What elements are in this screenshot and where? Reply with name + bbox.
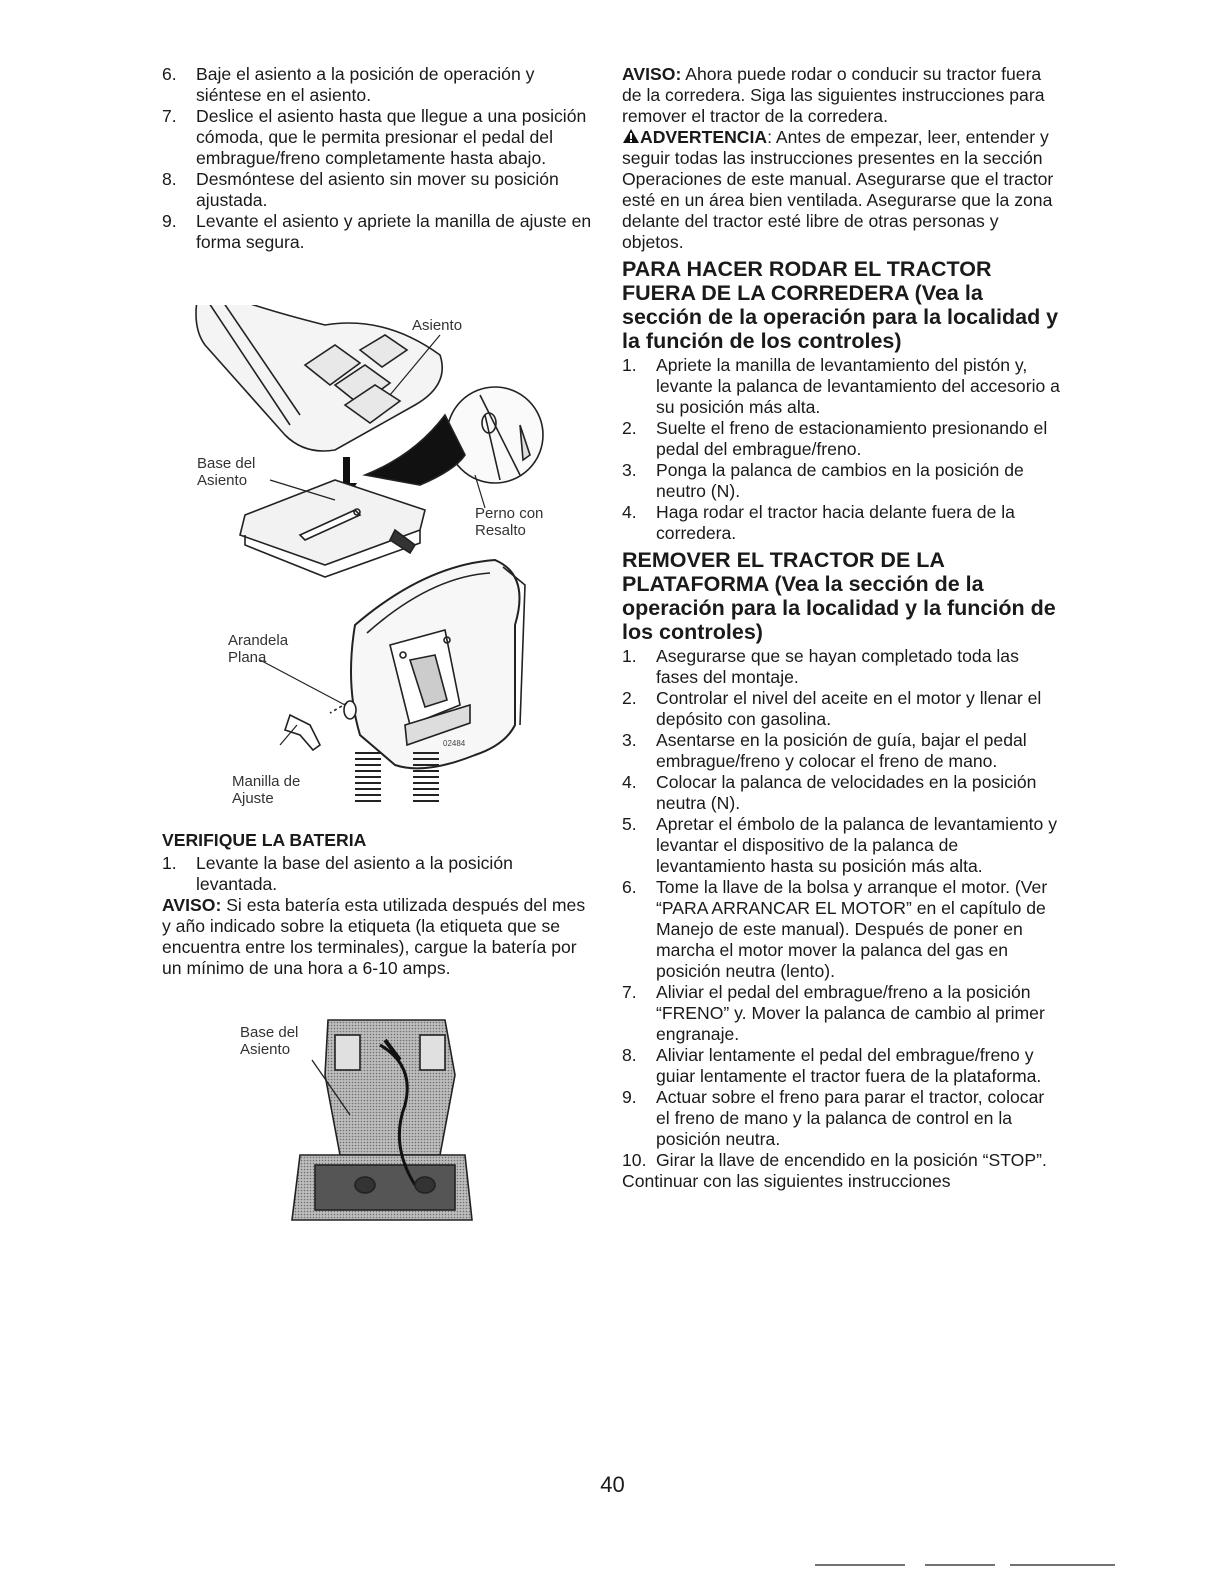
advertencia-paragraph: ADVERTENCIA: Antes de empezar, leer, entender y seguir todas las instrucciones presentes en la sección Operaciones de este manual. Asegurarse que el tractor esté en un área bien ventilada. Asegurarse que la zona delante del tractor esté libre de otras personas y objetos. (622, 127, 1054, 252)
label-perno-con-resalto: Perno con Resalto (475, 505, 544, 539)
battery-figure (240, 1015, 480, 1230)
list-item: 1. Apriete la manilla de levantamiento del pistón y, levante la palanca de levantamiento del accesorio a su posición más alta. (622, 355, 1060, 417)
aviso-paragraph: AVISO: Ahora puede rodar o conducir su tractor fuera de la corredera. Siga las siguientes instrucciones para remover el tractor de la corredera. (622, 64, 1045, 126)
page-number: 40 (600, 1472, 625, 1497)
list-item: 6. Tome la llave de la bolsa y arranque el motor. (Ver “PARA ARRANCAR EL MOTOR” en el capítulo de Manejo de este manual). Después de poner en marcha el motor mover la palanca del gas en posición neutra (lento). (622, 877, 1048, 981)
list-item: 1. Levante la base del asiento a la posición levantada. (162, 853, 513, 894)
continue-text: Continuar con las siguientes instrucciones (622, 1171, 951, 1191)
list-item: 6. Baje el asiento a la posición de operación y siéntese en el asiento. (162, 64, 535, 105)
list-item: 4. Haga rodar el tractor hacia delante fuera de la corredera. (622, 502, 1015, 543)
left-column (162, 64, 592, 253)
battery-aviso: AVISO: Si esta batería esta utilizada después del mes y año indicado sobre la etiqueta (la etiqueta que se encuentra entre los terminales), cargue la batería por un mínimo de una hora a 6-10 amps. (162, 895, 586, 978)
figure-code: 02484 (443, 739, 466, 748)
list-item: 7. Deslice el asiento hasta que llegue a una posición cómoda, que le permita presionar el pedal del embrague/freno completamente hasta abajo. (162, 106, 587, 168)
seat-assembly-figure (185, 305, 585, 815)
list-item: 5. Apretar el émbolo de la palanca de levantamiento y levantar el dispositivo de la palanca de levantamiento hasta su posición más alta. (622, 814, 1057, 876)
label-base-del-asiento: Base del Asiento (197, 455, 256, 489)
list-item: 3. Asentarse en la posición de guía, bajar el pedal embrague/freno y colocar el freno de mano. (622, 730, 1027, 771)
label-base-del-asiento-2: Base del Asiento (240, 1024, 299, 1058)
list-item: 1. Asegurarse que se hayan completado toda las fases del montaje. (622, 646, 1019, 687)
list-item: 7. Aliviar el pedal del embrague/freno a la posición “FRENO” y. Mover la palanca de cambio al primer engranaje. (622, 982, 1045, 1044)
footer-rule (815, 1562, 1115, 1568)
list-item: 8. Desmóntese del asiento sin mover su posición ajustada. (162, 169, 559, 210)
list-item: 2. Controlar el nivel del aceite en el motor y llenar el depósito con gasolina. (622, 688, 1042, 729)
rodar-steps (622, 355, 1062, 544)
seat-assembly-illustration (185, 305, 585, 815)
battery-section (162, 830, 592, 979)
label-asiento: Asiento (412, 317, 463, 334)
list-item: 3. Ponga la palanca de cambios en la posición de neutro (N). (622, 460, 1024, 501)
label-manilla-de-ajuste: Manilla de Ajuste (232, 773, 301, 807)
list-item: 9. Actuar sobre el freno para parar el tractor, colocar el freno de mano y la palanca de control en la posición neutra. (622, 1087, 1045, 1149)
label-arandela-plana: Arandela Plana (228, 632, 289, 666)
section-heading-remover: REMOVER EL TRACTOR DE LA PLATAFORMA (Vea la sección de la operación para la localidad y la función de los controles) (622, 548, 1056, 644)
battery-steps (162, 853, 592, 895)
list-item: 2. Suelte el freno de estacionamiento presionando el pedal del embrague/freno. (622, 418, 1048, 459)
list-item: 4. Colocar la palanca de velocidades en la posición neutra (N). (622, 772, 1037, 813)
warning-icon (622, 128, 640, 144)
seat-adjust-steps (162, 64, 592, 253)
list-item: 8. Aliviar lentamente el pedal del embrague/freno y guiar lentamente el tractor fuera de la plataforma. (622, 1045, 1042, 1086)
battery-heading: VERIFIQUE LA BATERIA (162, 830, 367, 850)
list-item: 10. Girar la llave de encendido en la posición “STOP”. (622, 1150, 1047, 1170)
list-item: 9. Levante el asiento y apriete la manilla de ajuste en forma segura. (162, 211, 592, 252)
section-heading-rodar: PARA HACER RODAR EL TRACTOR FUERA DE LA CORREDERA (Vea la sección de la operación para la localidad y la función de los controles) (622, 257, 1059, 353)
remover-steps (622, 646, 1062, 1171)
right-column (622, 64, 1062, 1192)
